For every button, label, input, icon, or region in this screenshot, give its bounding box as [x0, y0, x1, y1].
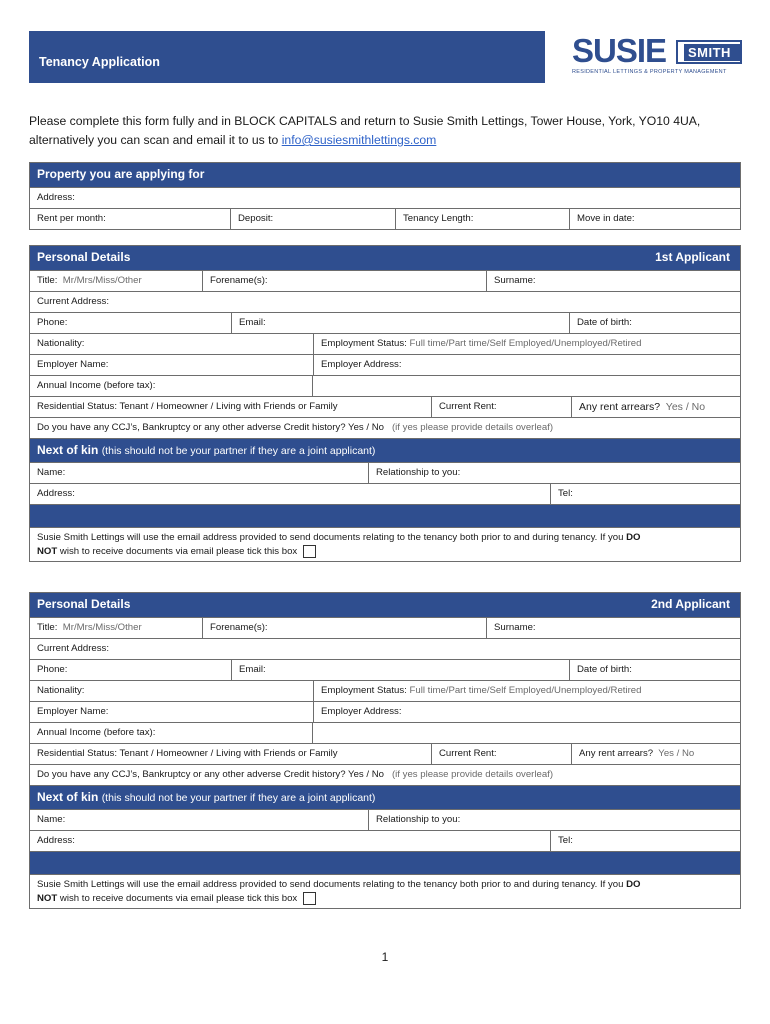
nationality-field[interactable]: Nationality:: [37, 338, 85, 349]
employment-status-label: Employment Status:: [321, 338, 407, 349]
rent-field[interactable]: Rent per month:: [37, 213, 106, 224]
form-title: Tenancy Application: [39, 55, 160, 69]
company-logo: [572, 32, 742, 79]
applicant-1-credit-row[interactable]: [30, 417, 740, 438]
intro-line-2: [29, 131, 749, 150]
logo-secondary-text: SMITH: [688, 45, 731, 60]
email-field[interactable]: Email:: [231, 313, 569, 333]
intro-line-1: Please complete this form fully and in BLOCK CAPITALS and return to Susie Smith Lettings, Tower House, York, YO10 4UA,: [29, 114, 701, 128]
applicant-2-credit-row[interactable]: [30, 764, 740, 785]
kin-address-field[interactable]: Address:: [37, 488, 75, 499]
email-field[interactable]: Email:: [231, 660, 569, 680]
kin-tel-field[interactable]: Tel:: [550, 831, 742, 851]
applicant-1-kin-address-row: [30, 483, 740, 504]
applicant-1-label: 1st Applicant: [655, 250, 730, 264]
applicant-1-residential-row: [30, 396, 740, 417]
tenancy-length-field[interactable]: Tenancy Length:: [395, 209, 569, 229]
applicant-2-divider-bar: [30, 851, 740, 874]
dob-field[interactable]: Date of birth:: [569, 313, 742, 333]
employer-name-field[interactable]: Employer Name:: [37, 359, 109, 370]
title-field[interactable]: [30, 618, 202, 638]
property-address-row[interactable]: [30, 187, 740, 208]
income-field[interactable]: Annual Income (before tax):: [30, 723, 313, 743]
applicant-2-employment-row: [30, 680, 740, 701]
email-consent-text-b: wish to receive documents via email please tick this box: [57, 893, 298, 905]
kin-name-field[interactable]: Name:: [37, 467, 66, 478]
applicant-1-employer-row: [30, 354, 740, 375]
rent-arrears-field[interactable]: [571, 397, 742, 417]
applicant-2-section: [29, 592, 741, 909]
employment-status-field[interactable]: [313, 334, 742, 354]
phone-field[interactable]: Phone:: [37, 317, 68, 328]
applicant-1-heading-bar: [30, 246, 740, 270]
credit-history-note: (if yes please provide details overleaf): [391, 422, 554, 433]
applicant-1-contact-row: [30, 312, 740, 333]
page-number: 1: [381, 950, 389, 964]
kin-relationship-field[interactable]: Relationship to you:: [368, 463, 742, 483]
email-consent-not: NOT: [37, 546, 58, 558]
intro-text: [29, 112, 749, 150]
applicant-1-heading: Personal Details: [37, 250, 131, 264]
credit-history-question: [30, 418, 553, 438]
property-terms-row: [30, 208, 740, 229]
property-heading: Property you are applying for: [37, 167, 205, 181]
applicant-2-income-row: [30, 722, 740, 743]
kin-heading-sub: (this should not be your partner if they are a joint applicant): [101, 792, 376, 804]
forename-field[interactable]: Forename(s):: [202, 271, 486, 291]
applicant-1-name-row: [30, 270, 740, 291]
applicant-2-heading: Personal Details: [37, 597, 131, 611]
move-in-date-field[interactable]: Move in date:: [569, 209, 742, 229]
rent-arrears-label: Any rent arrears?: [579, 748, 654, 759]
rent-arrears-field[interactable]: [571, 744, 742, 764]
intro-line-2-prefix: alternatively you can scan and email it to us to: [29, 133, 282, 147]
kin-heading-text: Next of kin: [37, 790, 99, 804]
applicant-1-income-row: [30, 375, 740, 396]
current-rent-field[interactable]: Current Rent:: [431, 397, 571, 417]
applicant-1-address-row[interactable]: [30, 291, 740, 312]
applicant-1-employment-row: [30, 333, 740, 354]
title-options: Mr/Mrs/Miss/Other: [62, 622, 142, 633]
kin-heading-sub: (this should not be your partner if they are a joint applicant): [101, 445, 376, 457]
applicant-1-kin-name-row: [30, 462, 740, 483]
residential-status-field[interactable]: Residential Status: Tenant / Homeowner / Living with Friends or Family: [37, 748, 338, 759]
email-consent-not: NOT: [37, 893, 58, 905]
forename-field[interactable]: Forename(s):: [202, 618, 486, 638]
applicant-2-residential-row: [30, 743, 740, 764]
property-heading-bar: [30, 163, 740, 187]
applicant-2-label: 2nd Applicant: [651, 597, 730, 611]
kin-relationship-field[interactable]: Relationship to you:: [368, 810, 742, 830]
rent-arrears-options: Yes / No: [665, 401, 706, 413]
property-address-label: Address:: [37, 192, 75, 203]
credit-history-label: Do you have any CCJ’s, Bankruptcy or any other adverse Credit history? Yes / No: [37, 422, 384, 433]
employer-address-field[interactable]: Employer Address:: [313, 702, 742, 722]
kin-heading: [37, 790, 375, 804]
applicant-1-section: [29, 245, 741, 562]
title-options: Mr/Mrs/Miss/Other: [62, 275, 142, 286]
deposit-field[interactable]: Deposit:: [230, 209, 395, 229]
applicant-1-divider-bar: [30, 504, 740, 527]
employer-address-field[interactable]: Employer Address:: [313, 355, 742, 375]
email-consent-text-a: Susie Smith Lettings will use the email address provided to send documents relating to the tenancy both prior to and during tenancy. If you: [37, 532, 627, 543]
applicant-2-kin-name-row: [30, 809, 740, 830]
email-consent-do: DO: [626, 532, 641, 543]
kin-heading: [37, 443, 375, 457]
email-consent-do: DO: [626, 879, 641, 890]
nationality-field[interactable]: Nationality:: [37, 685, 85, 696]
title-label: Title:: [37, 622, 58, 633]
kin-tel-field[interactable]: Tel:: [550, 484, 742, 504]
current-rent-field[interactable]: Current Rent:: [431, 744, 571, 764]
email-opt-out-checkbox[interactable]: [303, 545, 316, 558]
applicant-2-address-row[interactable]: [30, 638, 740, 659]
kin-name-field[interactable]: Name:: [37, 814, 66, 825]
residential-status-field[interactable]: Residential Status: Tenant / Homeowner / Living with Friends or Family: [37, 401, 338, 412]
surname-field[interactable]: Surname:: [486, 271, 742, 291]
credit-history-label: Do you have any CCJ’s, Bankruptcy or any other adverse Credit history? Yes / No: [37, 769, 384, 780]
employer-name-field[interactable]: Employer Name:: [37, 706, 109, 717]
applicant-2-contact-row: [30, 659, 740, 680]
credit-history-question: [30, 765, 553, 785]
employment-options: Full time/Part time/Self Employed/Unemployed/Retired: [409, 338, 642, 349]
applicant-2-heading-bar: [30, 593, 740, 617]
surname-field[interactable]: Surname:: [486, 618, 742, 638]
email-opt-out-checkbox[interactable]: [303, 892, 316, 905]
employment-status-field[interactable]: [313, 681, 742, 701]
email-link[interactable]: info@susiesmithlettings.com: [281, 133, 437, 147]
credit-history-note: (if yes please provide details overleaf): [391, 769, 554, 780]
logo-tagline: RESIDENTIAL LETTINGS & PROPERTY MANAGEMENT: [572, 69, 727, 75]
applicant-2-kin-heading-bar: [30, 785, 740, 809]
phone-field[interactable]: Phone:: [37, 664, 68, 675]
email-consent-text-a: Susie Smith Lettings will use the email address provided to send documents relating to the tenancy both prior to and during tenancy. If you: [37, 879, 627, 890]
title-field[interactable]: [30, 271, 202, 291]
applicant-2-kin-address-row: [30, 830, 740, 851]
applicant-2-name-row: [30, 617, 740, 638]
email-consent-text-b: wish to receive documents via email please tick this box: [57, 546, 298, 558]
employment-options: Full time/Part time/Self Employed/Unemployed/Retired: [409, 685, 642, 696]
kin-heading-text: Next of kin: [37, 443, 99, 457]
applicant-2-email-consent: [30, 874, 740, 908]
current-address-label: Current Address:: [37, 643, 109, 654]
applicant-2-employer-row: [30, 701, 740, 722]
income-field[interactable]: Annual Income (before tax):: [30, 376, 313, 396]
applicant-1-email-consent: [30, 527, 740, 561]
property-section: [29, 162, 741, 230]
current-address-label: Current Address:: [37, 296, 109, 307]
dob-field[interactable]: Date of birth:: [569, 660, 742, 680]
kin-address-field[interactable]: Address:: [37, 835, 75, 846]
rent-arrears-label: Any rent arrears?: [579, 401, 661, 413]
employment-status-label: Employment Status:: [321, 685, 407, 696]
logo-primary-text: SUSIE: [572, 32, 667, 69]
title-label: Title:: [37, 275, 58, 286]
applicant-1-kin-heading-bar: [30, 438, 740, 462]
rent-arrears-options: Yes / No: [658, 748, 695, 759]
